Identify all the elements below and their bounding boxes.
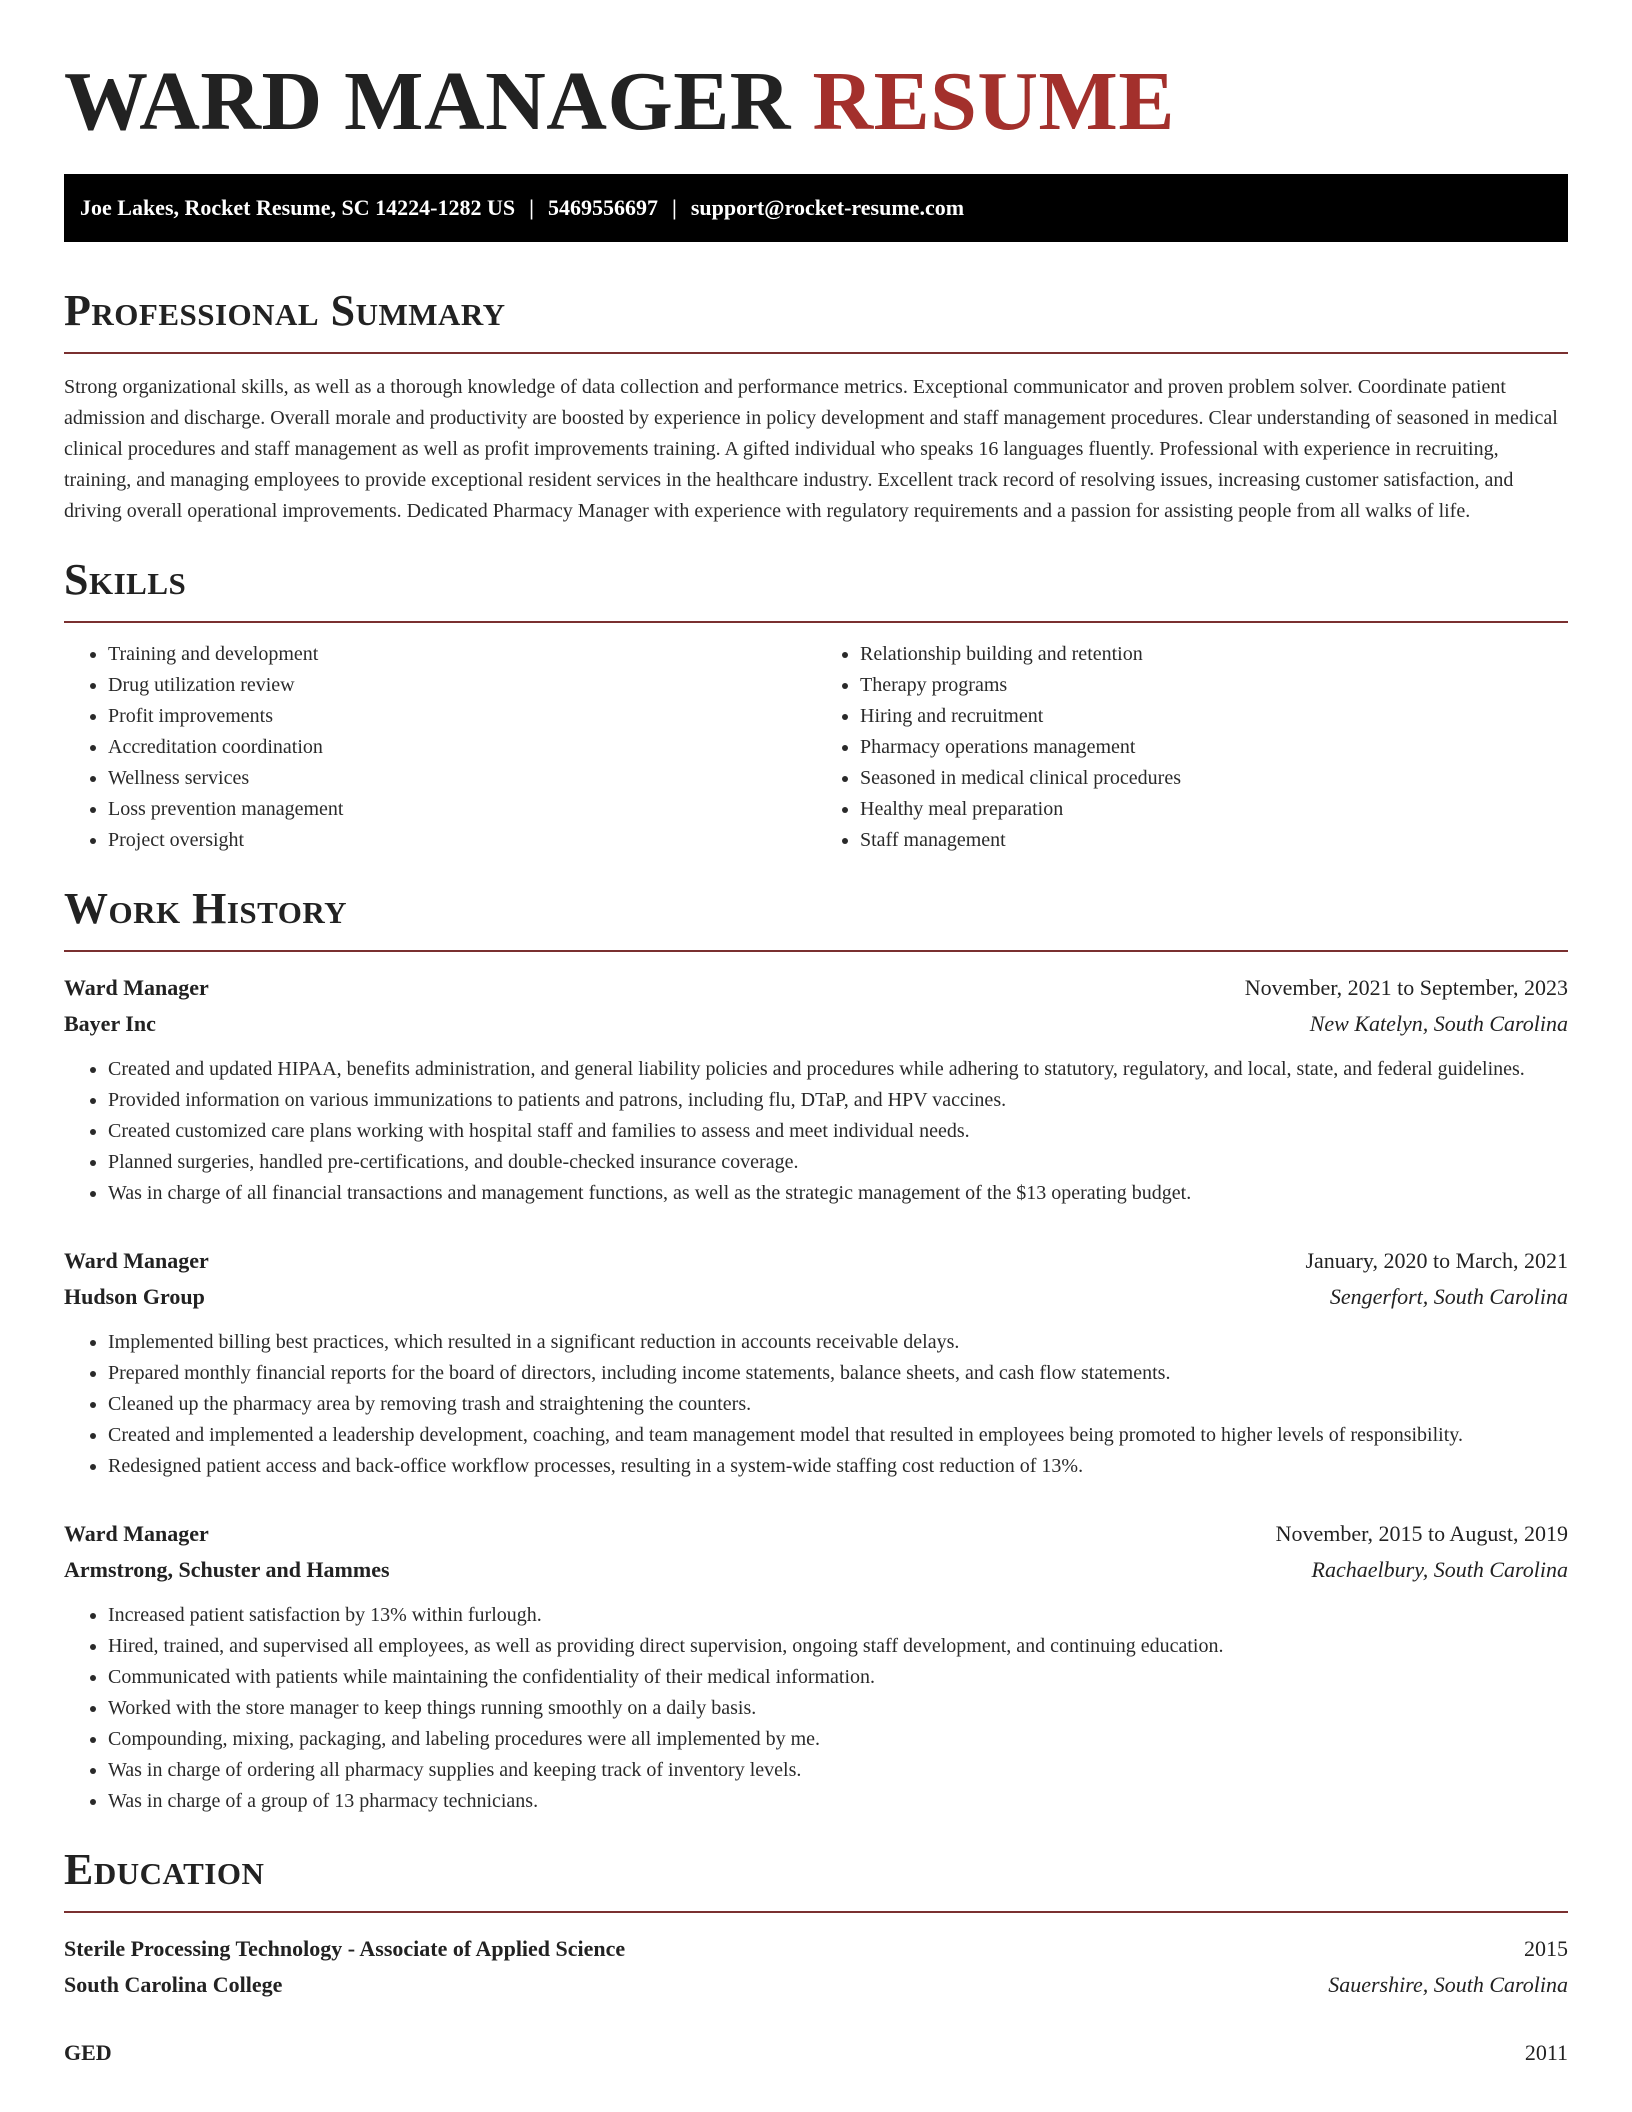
job-duty: • Created and updated HIPAA, benefits administration, and general liability policies and procedures while adhering to statutory, regulatory, and local, state, and federal guidelines. [108,1054,1568,1085]
job-location: Sengerfort, South Carolina [1329,1284,1568,1309]
education-degree-row [64,2035,1568,2071]
section-heading-skills: Skills [64,555,187,604]
education-entry [64,2035,1568,2071]
education-school-row [64,1967,1568,2003]
skill-item: • Project oversight [108,825,816,856]
job-entry [64,970,1568,1209]
skills-list-left [64,639,816,856]
education-location: Sauershire, South Carolina [1328,1972,1568,1997]
job-duty: • Redesigned patient access and back-office workflow processes, resulting in a system-wide staffing cost reduction of 13%. [108,1451,1568,1482]
skill-item: • Wellness services [108,763,816,794]
skill-item: • Hiring and recruitment [860,701,1568,732]
section-divider [64,621,1568,623]
job-title-row [64,1243,1568,1279]
skill-item: • Profit improvements [108,701,816,732]
job-company: Armstrong, Schuster and Hammes [64,1557,390,1582]
skill-item: • Therapy programs [860,670,1568,701]
contact-address: Joe Lakes, Rocket Resume, SC 14224-1282 US [80,195,516,220]
education-school: South Carolina College [64,1972,283,1997]
education-degree: Sterile Processing Technology - Associate of Applied Science [64,1936,626,1961]
job-duty: • Created customized care plans working with hospital staff and families to assess and meet individual needs. [108,1116,1568,1147]
job-duty: • Compounding, mixing, packaging, and labeling procedures were all implemented by me. [108,1724,1568,1755]
job-duty: • Prepared monthly financial reports for the board of directors, including income statements, balance sheets, and cash flow statements. [108,1358,1568,1389]
job-company-row [64,1552,1568,1588]
job-duties-list [64,1600,1568,1817]
job-duty: • Was in charge of a group of 13 pharmacy technicians. [108,1786,1568,1817]
skills-columns [64,639,1568,856]
job-duties-list [64,1327,1568,1482]
job-company: Bayer Inc [64,1011,156,1036]
education-year: 2011 [1524,2040,1568,2065]
skills-list-right [816,639,1568,856]
section-heading-summary: Professional Summary [64,286,506,335]
contact-phone: 5469556697 [547,195,658,220]
job-title: Ward Manager [64,1521,209,1546]
job-dates: November, 2021 to September, 2023 [1244,975,1568,1000]
job-company-row [64,1279,1568,1315]
job-duty: • Worked with the store manager to keep things running smoothly on a daily basis. [108,1693,1568,1724]
job-company-row [64,1006,1568,1042]
contact-email: support@rocket-resume.com [690,195,965,220]
skill-item: • Loss prevention management [108,794,816,825]
job-title: Ward Manager [64,975,209,1000]
job-duties-list [64,1054,1568,1209]
job-company: Hudson Group [64,1284,205,1309]
contact-separator: | [529,195,534,220]
skill-item: • Accreditation coordination [108,732,816,763]
job-entry [64,1243,1568,1482]
job-duty: • Hired, trained, and supervised all employees, as well as providing direct supervision, ongoing staff development, and continuing education. [108,1631,1568,1662]
section-divider [64,950,1568,952]
section-divider [64,1911,1568,1913]
job-duty: • Was in charge of ordering all pharmacy supplies and keeping track of inventory levels. [108,1755,1568,1786]
job-duty: • Increased patient satisfaction by 13% within furlough. [108,1600,1568,1631]
job-duty: • Was in charge of all financial transactions and management functions, as well as the strategic management of the $13 operating budget. [108,1178,1568,1209]
skill-item: • Drug utilization review [108,670,816,701]
title-main: WARD MANAGER [64,55,791,148]
education-entry [64,1931,1568,2003]
education-year: 2015 [1524,1936,1568,1961]
skill-item: • Training and development [108,639,816,670]
job-title-row [64,970,1568,1006]
job-duty: • Implemented billing best practices, which resulted in a significant reduction in accounts receivable delays. [108,1327,1568,1358]
section-heading-work-history: Work History [64,884,348,933]
resume-title [64,54,1568,150]
skills-section [64,555,1568,856]
education-section [64,1845,1568,2071]
job-location: New Katelyn, South Carolina [1309,1011,1568,1036]
skill-item: • Seasoned in medical clinical procedures [860,763,1568,794]
job-entry [64,1516,1568,1817]
job-dates: January, 2020 to March, 2021 [1305,1248,1568,1273]
skill-item: • Relationship building and retention [860,639,1568,670]
contact-separator: | [671,195,677,220]
education-degree: GED [64,2040,112,2065]
education-degree-row [64,1931,1568,1967]
summary-text: Strong organizational skills, as well as a thorough knowledge of data collection and performance metrics. Exceptional communicator and proven problem solver. Coordinate patient admission and discharge. Overall morale and productivity are boosted by experience in policy development and staff management procedures. Clear understanding of seasoned in medical clinical procedures and staff management as well as profit improvements training. A gifted individual who speaks 16 languages fluently. Professional with experience in recruiting, training, and managing employees to provide exceptional resident services in the healthcare industry. Excellent track record of resolving issues, increasing customer satisfaction, and driving overall operational improvements. Dedicated Pharmacy Manager with experience with regulatory requirements and a passion for assisting people from all walks of life. [64,376,1558,522]
job-duty: • Created and implemented a leadership development, coaching, and team management model that resulted in employees being promoted to higher levels of responsibility. [108,1420,1568,1451]
skill-item: • Staff management [860,825,1568,856]
section-divider [64,352,1568,354]
job-duty: • Communicated with patients while maintaining the confidentiality of their medical information. [108,1662,1568,1693]
work-history-section [64,884,1568,1817]
job-duty: • Provided information on various immunizations to patients and patrons, including flu, DTaP, and HPV vaccines. [108,1085,1568,1116]
skill-item: • Healthy meal preparation [860,794,1568,825]
skill-item: • Pharmacy operations management [860,732,1568,763]
job-title-row [64,1516,1568,1552]
title-accent: RESUME [812,55,1175,148]
job-duty: • Planned surgeries, handled pre-certifications, and double-checked insurance coverage. [108,1147,1568,1178]
job-dates: November, 2015 to August, 2019 [1275,1521,1568,1546]
job-title: Ward Manager [64,1248,209,1273]
contact-bar [64,174,1568,242]
job-duty: • Cleaned up the pharmacy area by removing trash and straightening the counters. [108,1389,1568,1420]
section-heading-education: Education [64,1845,265,1894]
job-location: Rachaelbury, South Carolina [1311,1557,1568,1582]
summary-section [64,286,1568,527]
